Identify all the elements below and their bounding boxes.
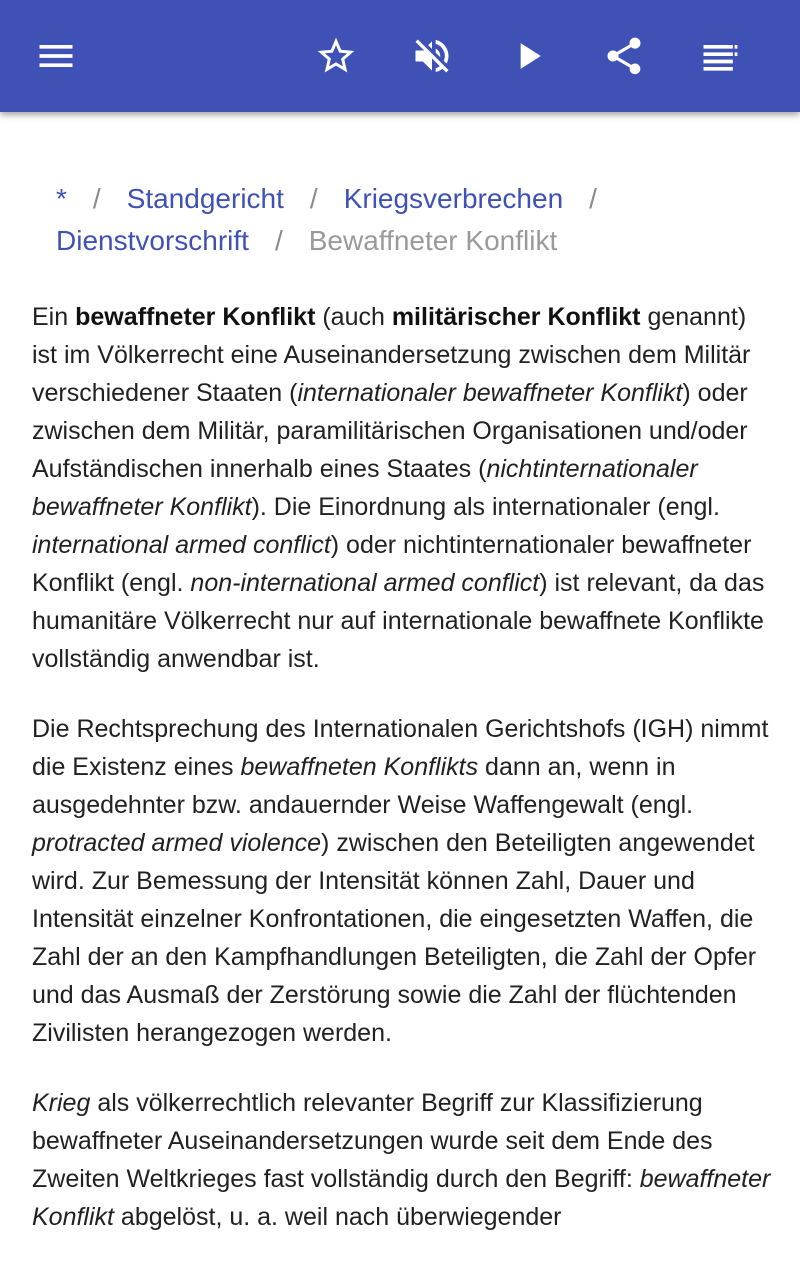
text: ) zwischen den Beteiligten angewendet wird. Zur Bemessung der Intensität können Zahl, Dauer und Intensität einzelner Konfrontationen, die eingesetzten Waffen, die Zahl der an den Kampfhandlungen Beteiligten, die Zahl der Opfer und das Ausmaß der Zerstörung sowie die Zahl der flüchtenden Zivilisten herangezogen werden.	[32, 829, 757, 1047]
play-icon[interactable]	[496, 24, 560, 88]
text: als völkerrechtlich relevanter Begriff zur Klassifizierung bewaffneter Auseinandersetzungen wurde seit dem Ende des Zweiten Weltkrieges fast vollständig durch den Begriff:	[32, 1089, 713, 1193]
text: Die Rechtsprechung des Internationalen Gerichtshofs (IGH) nimmt die Existenz eines	[32, 715, 769, 781]
bold-term: militärischer Konflikt	[391, 303, 641, 331]
italic-term: Krieg	[32, 1089, 91, 1117]
paragraph-3	[32, 1084, 772, 1236]
share-icon[interactable]	[592, 24, 656, 88]
volume-off-icon[interactable]	[400, 24, 464, 88]
breadcrumb-item-kriegsverbrechen[interactable]: Kriegsverbrechen	[343, 183, 564, 214]
hamburger-menu-icon[interactable]	[24, 24, 88, 88]
text: ) oder nichtinternationaler bewaffneter Konflikt (engl.	[32, 531, 752, 597]
breadcrumb-separator: /	[274, 225, 283, 256]
italic-term: internationaler bewaffneter Konflikt	[297, 379, 683, 407]
text: abgelöst, u. a. weil nach überwiegender	[113, 1203, 562, 1231]
text: Ein	[32, 303, 76, 331]
text: (auch	[315, 303, 392, 331]
italic-term: non-international armed conflict	[190, 569, 540, 597]
article-body	[32, 298, 772, 1268]
app-toolbar	[0, 0, 800, 112]
italic-term: bewaffneten Konflikts	[240, 753, 479, 781]
italic-term: bewaffneter Konflikt	[32, 1165, 771, 1231]
playlist-icon[interactable]	[688, 24, 752, 88]
breadcrumb-current: Bewaffneter Konflikt	[308, 225, 558, 256]
breadcrumb-separator: /	[92, 183, 101, 214]
text: ) ist relevant, da das humanitäre Völkerrecht nur auf internationale bewaffnete Konflikte vollständig anwendbar ist.	[32, 569, 765, 673]
text: ) oder zwischen dem Militär, paramilitärischen Organisationen und/oder Aufständischen innerhalb eines Staates (	[32, 379, 748, 483]
star-icon[interactable]	[304, 24, 368, 88]
italic-term: protracted armed violence	[32, 829, 322, 857]
breadcrumb	[56, 178, 756, 262]
breadcrumb-separator: /	[589, 183, 597, 214]
text: genannt) ist im Völkerrecht eine Auseinandersetzung zwischen dem Militär verschiedener Staaten (	[32, 303, 751, 407]
text: ). Die Einordnung als internationaler (engl.	[251, 493, 720, 521]
text: dann an, wenn in ausgedehnter bzw. andauernder Weise Waffengewalt (engl.	[32, 753, 694, 819]
breadcrumb-item-dienstvorschrift[interactable]: Dienstvorschrift	[56, 225, 249, 256]
breadcrumb-separator: /	[309, 183, 318, 214]
bold-term: bewaffneter Konflikt	[75, 303, 316, 331]
italic-term: nichtinternationaler bewaffneter Konflikt	[32, 455, 698, 521]
paragraph-1	[32, 298, 772, 678]
paragraph-2	[32, 710, 772, 1052]
breadcrumb-item-home[interactable]: *	[56, 183, 67, 214]
italic-term: international armed conflict	[32, 531, 331, 559]
breadcrumb-item-standgericht[interactable]: Standgericht	[126, 183, 284, 214]
